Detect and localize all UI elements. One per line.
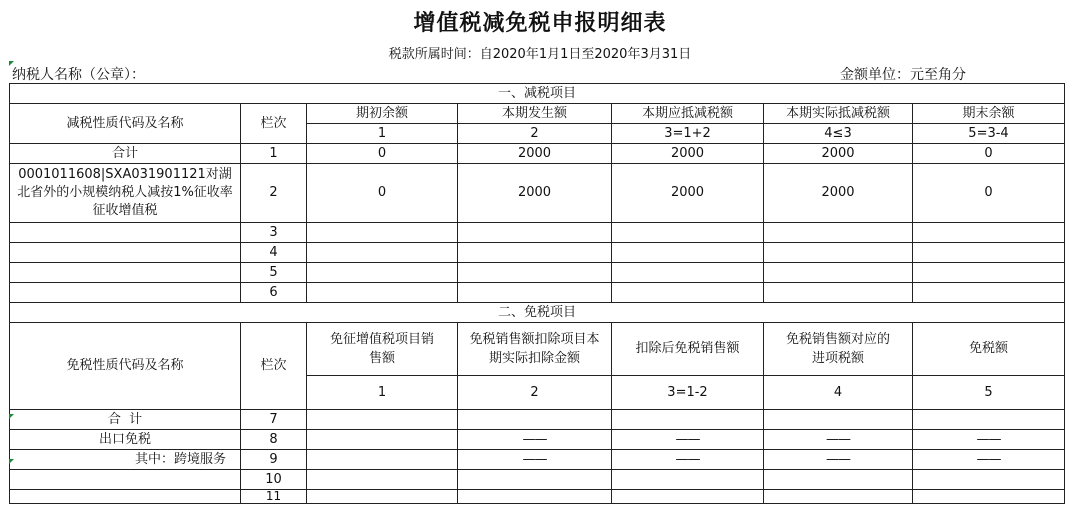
value-cell[interactable]	[307, 490, 458, 504]
value-cell[interactable]	[913, 283, 1065, 303]
value-cell[interactable]	[764, 243, 913, 263]
value-cell[interactable]	[458, 410, 612, 430]
section1-col-number: 5=3-4	[913, 124, 1065, 144]
table-row	[10, 164, 1065, 223]
value-cell: ——	[458, 450, 612, 470]
row-number: 4	[241, 243, 307, 263]
value-cell[interactable]	[307, 470, 458, 490]
form-title: 增值税减免税申报明细表	[413, 11, 667, 36]
value-cell[interactable]	[458, 283, 612, 303]
value-cell[interactable]	[612, 263, 764, 283]
section2-col-header: 免税销售额扣除项目本期实际扣除金额	[458, 323, 612, 376]
section1-col-name-header: 减税性质代码及名称	[10, 104, 241, 144]
table-row	[10, 430, 1065, 450]
section1-col-number: 4≤3	[764, 124, 913, 144]
value-cell[interactable]	[458, 243, 612, 263]
value-cell: ——	[764, 430, 913, 450]
row-name[interactable]	[10, 223, 241, 243]
row-name[interactable]	[10, 263, 241, 283]
section2-col-number: 2	[458, 376, 612, 410]
row-number: 3	[241, 223, 307, 243]
section1-col-number: 1	[307, 124, 458, 144]
row-number: 7	[241, 410, 307, 430]
row-name[interactable]	[10, 243, 241, 263]
row-number: 2	[241, 164, 307, 223]
value-cell[interactable]	[612, 243, 764, 263]
value-cell[interactable]	[764, 410, 913, 430]
row-number: 11	[241, 490, 307, 504]
value-cell: ——	[612, 430, 764, 450]
section1-col-number: 3=1+2	[612, 124, 764, 144]
cell-comment-marker	[9, 459, 14, 464]
value-cell[interactable]	[307, 263, 458, 283]
value-cell[interactable]	[458, 470, 612, 490]
row-number: 9	[241, 450, 307, 470]
table-row	[10, 410, 1065, 430]
section2-col-number: 1	[307, 376, 458, 410]
value-cell[interactable]: 0	[307, 164, 458, 223]
value-cell[interactable]	[764, 470, 913, 490]
table-row	[10, 144, 1065, 164]
value-cell[interactable]	[458, 223, 612, 243]
value-cell[interactable]	[612, 223, 764, 243]
value-cell[interactable]	[764, 283, 913, 303]
value-cell[interactable]	[307, 243, 458, 263]
section2-col-number: 3=1-2	[612, 376, 764, 410]
value-cell[interactable]	[307, 223, 458, 243]
value-cell[interactable]	[612, 410, 764, 430]
section2-col-header: 扣除后免税销售额	[612, 323, 764, 376]
row-name[interactable]	[10, 490, 241, 504]
section2-col-header: 免征增值税项目销售额	[307, 323, 458, 376]
value-cell[interactable]: 0	[913, 164, 1065, 223]
value-cell[interactable]	[612, 470, 764, 490]
value-cell: ——	[913, 430, 1065, 450]
section2-col-header: 免税销售额对应的进项税额	[764, 323, 913, 376]
table-row	[10, 223, 1065, 243]
row-name: 合计	[10, 144, 241, 164]
value-cell: ——	[764, 450, 913, 470]
section1-col-header: 本期发生额	[458, 104, 612, 124]
value-cell[interactable]: 0	[913, 144, 1065, 164]
value-cell[interactable]	[458, 490, 612, 504]
row-number: 8	[241, 430, 307, 450]
value-cell[interactable]	[913, 223, 1065, 243]
section2-col-row-header: 栏次	[241, 323, 307, 410]
value-cell[interactable]	[764, 490, 913, 504]
value-cell[interactable]: 2000	[764, 144, 913, 164]
value-cell[interactable]	[612, 490, 764, 504]
table-row	[10, 243, 1065, 263]
value-cell[interactable]: 2000	[612, 164, 764, 223]
row-name: 合 计	[10, 410, 241, 430]
value-cell[interactable]: 2000	[458, 144, 612, 164]
value-cell[interactable]	[764, 223, 913, 243]
amount-unit-label: 金额单位：元至角分	[840, 67, 966, 83]
value-cell[interactable]	[307, 450, 458, 470]
value-cell[interactable]: 2000	[458, 164, 612, 223]
section2-col-header: 免税额	[913, 323, 1065, 376]
row-name[interactable]	[10, 470, 241, 490]
section1-col-number: 2	[458, 124, 612, 144]
value-cell: ——	[913, 450, 1065, 470]
value-cell[interactable]	[307, 430, 458, 450]
section1-col-header: 本期实际抵减税额	[764, 104, 913, 124]
value-cell[interactable]	[913, 263, 1065, 283]
row-name: 出口免税	[10, 430, 241, 450]
value-cell[interactable]: 0	[307, 144, 458, 164]
section2-col-number: 4	[764, 376, 913, 410]
section2-col-number: 5	[913, 376, 1065, 410]
section2-col-name-header: 免税性质代码及名称	[10, 323, 241, 410]
table-row	[10, 283, 1065, 303]
table-row	[10, 490, 1065, 504]
row-name: 其中：跨境服务	[10, 450, 241, 470]
value-cell: ——	[612, 450, 764, 470]
row-number: 5	[241, 263, 307, 283]
exemption-detail-table	[9, 83, 1065, 504]
value-cell[interactable]	[913, 490, 1065, 504]
row-number: 1	[241, 144, 307, 164]
table-row	[10, 450, 1065, 470]
value-cell[interactable]	[913, 410, 1065, 430]
cell-comment-marker	[9, 414, 14, 419]
row-number: 10	[241, 470, 307, 490]
section1-heading: 一、减税项目	[10, 84, 1065, 104]
row-name[interactable]	[10, 283, 241, 303]
table-row	[10, 470, 1065, 490]
value-cell[interactable]: 2000	[764, 164, 913, 223]
section1-col-row-header: 栏次	[241, 104, 307, 144]
taxpayer-name-label: 纳税人名称（公章）：	[12, 67, 145, 83]
value-cell[interactable]	[307, 283, 458, 303]
value-cell[interactable]: 2000	[612, 144, 764, 164]
value-cell[interactable]	[307, 410, 458, 430]
section1-col-header: 期初余额	[307, 104, 458, 124]
value-cell[interactable]	[612, 283, 764, 303]
table-row	[10, 263, 1065, 283]
value-cell[interactable]	[458, 263, 612, 283]
tax-period: 税款所属时间：自2020年1月1日至2020年3月31日	[388, 47, 692, 62]
value-cell: ——	[458, 430, 612, 450]
section2-heading: 二、免税项目	[10, 303, 1065, 323]
row-number: 6	[241, 283, 307, 303]
value-cell[interactable]	[764, 263, 913, 283]
value-cell[interactable]	[913, 243, 1065, 263]
row-name: 0001011608|SXA031901121对湖北省外的小规模纳税人减按1%征收率征收增值税	[10, 164, 241, 223]
value-cell[interactable]	[913, 470, 1065, 490]
section1-col-header: 本期应抵减税额	[612, 104, 764, 124]
section1-col-header: 期末余额	[913, 104, 1065, 124]
